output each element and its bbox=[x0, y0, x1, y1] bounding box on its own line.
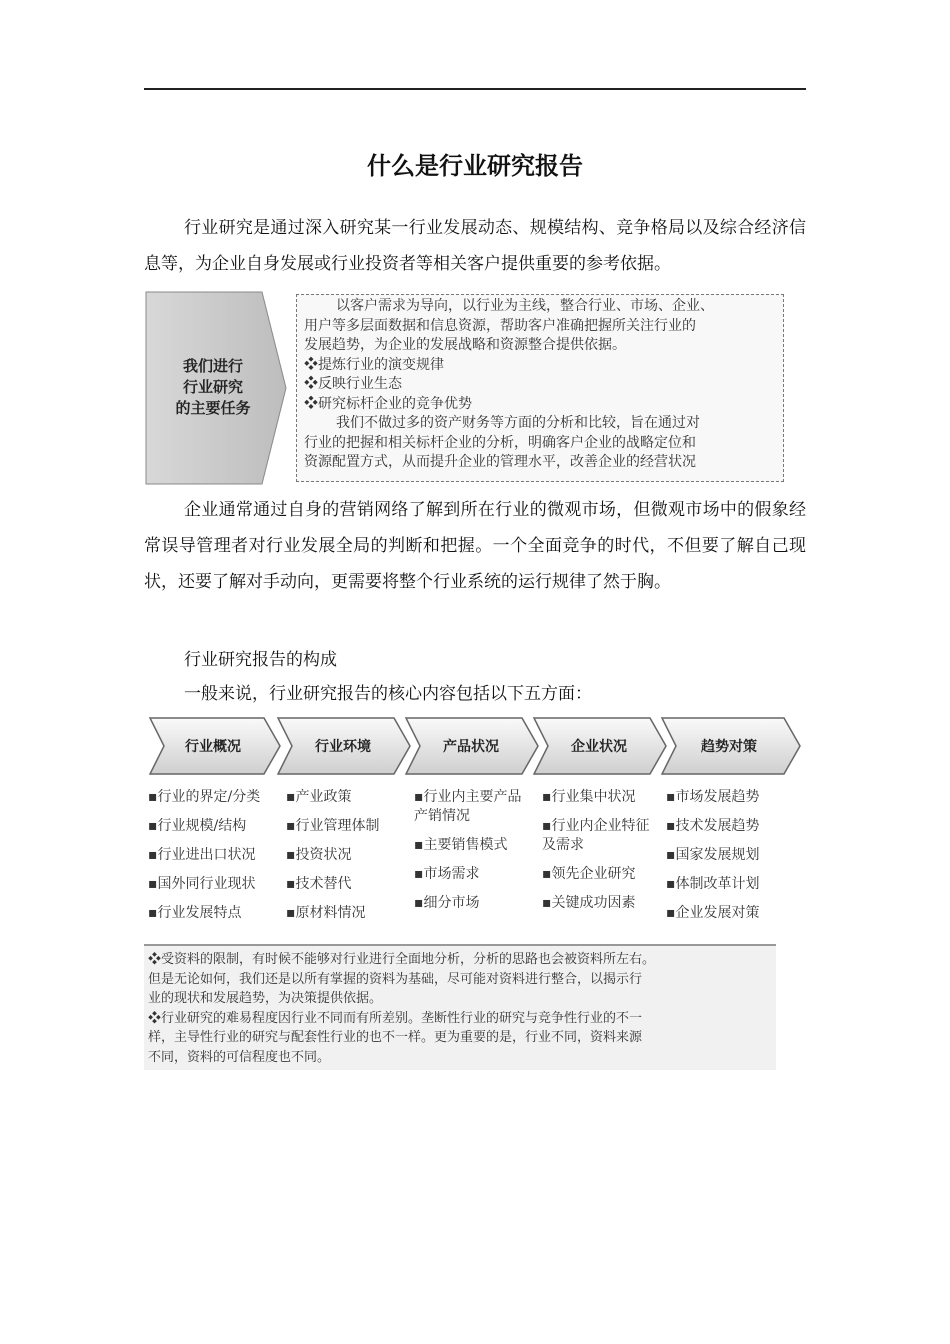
list-item: ▪投资状况 bbox=[286, 847, 352, 863]
research-tasks-figure bbox=[144, 288, 788, 488]
note-line: 不同，资料的可信程度也不同。 bbox=[148, 1049, 331, 1065]
chevron-label: 趋势对策 bbox=[701, 739, 757, 755]
list-item: ▪产业政策 bbox=[286, 789, 352, 805]
list-item: ▪细分市场 bbox=[414, 895, 480, 911]
chevron-label: 产品状况 bbox=[443, 739, 499, 755]
five-aspects-intro: 一般来说，行业研究报告的核心内容包括以下五方面： bbox=[184, 684, 592, 704]
report-structure-figure bbox=[144, 712, 806, 1072]
tasks-line: 我们不做过多的资产财务等方面的分析和比较，旨在通过对 bbox=[336, 415, 700, 431]
tasks-line: 行业的把握和相关标杆企业的分析，明确客户企业的战略定位和 bbox=[304, 434, 696, 451]
list-item: ▪关键成功因素 bbox=[542, 895, 636, 911]
column-environment bbox=[286, 788, 408, 933]
market-paragraph: 企业通常通过自身的营销网络了解到所在行业的微观市场，但微观市场中的假象经常误导管理者对行业发展全局的判断和把握。一个全面竞争的时代，不但要了解自己现状，还要了解对手动向，更需要将整个行业系统的运行规律了然于胸。 bbox=[144, 500, 806, 592]
note-line: 样，主导性行业的研究与配套性行业的也不一样。更为重要的是，行业不同，资料来源 bbox=[148, 1030, 643, 1045]
column-overview bbox=[148, 788, 284, 933]
list-item: ▪行业管理体制 bbox=[286, 818, 380, 834]
list-item: ▪主要销售模式 bbox=[414, 837, 508, 853]
tasks-label bbox=[158, 356, 268, 419]
intro-paragraph: 行业研究是通过深入研究某一行业发展动态、规模结构、竞争格局以及综合经济信息等，为企业自身发展或行业投资者等相关客户提供重要的参考依据。 bbox=[144, 218, 806, 274]
list-item: ▪领先企业研究 bbox=[542, 866, 636, 882]
list-item: ▪技术替代 bbox=[286, 876, 352, 892]
list-item: ▪市场发展趋势 bbox=[666, 789, 760, 805]
list-item: ▪体制改革计划 bbox=[666, 876, 760, 892]
tasks-bullet: ❖提炼行业的演变规律 bbox=[304, 356, 444, 373]
list-item: ▪国家发展规划 bbox=[666, 847, 760, 863]
list-item: ▪行业的界定/分类 bbox=[148, 789, 261, 805]
list-item: ▪行业集中状况 bbox=[542, 789, 636, 805]
chevron-label: 行业概况 bbox=[185, 739, 241, 755]
column-products bbox=[414, 788, 528, 923]
tasks-text bbox=[304, 297, 778, 473]
tasks-label-line: 行业研究 bbox=[182, 378, 243, 396]
tasks-line: 用户等多层面数据和信息资源，帮助客户准确把握所关注行业的 bbox=[304, 317, 696, 334]
list-item: ▪原材料情况 bbox=[286, 905, 366, 921]
note-line: ❖行业研究的难易程度因行业不同而有所差别。垄断性行业的研究与竞争性行业的不一 bbox=[148, 1010, 643, 1026]
list-item: ▪行业规模/结构 bbox=[148, 818, 247, 834]
column-trends bbox=[666, 788, 802, 933]
header-rule bbox=[144, 88, 806, 90]
list-item: ▪行业内企业特征及需求 bbox=[542, 818, 650, 853]
composition-heading: 行业研究报告的构成 bbox=[184, 650, 337, 670]
tasks-label-line: 的主要任务 bbox=[175, 399, 251, 417]
note-line: 但是无论如何，我们还是以所有掌握的资料为基础，尽可能对资料进行整合，以揭示行 bbox=[148, 971, 643, 987]
tasks-bullet: ❖研究标杆企业的竞争优势 bbox=[304, 395, 472, 412]
list-item: ▪企业发展对策 bbox=[666, 905, 760, 921]
chevron-label: 企业状况 bbox=[571, 739, 627, 755]
list-item: ▪市场需求 bbox=[414, 866, 480, 882]
tasks-line: 发展趋势，为企业的发展战略和资源整合提供依据。 bbox=[304, 337, 626, 353]
notes-text bbox=[148, 950, 774, 1067]
list-item: ▪行业发展特点 bbox=[148, 905, 242, 921]
list-item: ▪国外同行业现状 bbox=[148, 876, 256, 892]
column-enterprises bbox=[542, 788, 658, 923]
tasks-bullet: ❖反映行业生态 bbox=[304, 376, 402, 392]
chevron-label: 行业环境 bbox=[315, 739, 371, 755]
tasks-label-line: 我们进行 bbox=[182, 357, 243, 375]
list-item: ▪行业内主要产品产销情况 bbox=[414, 789, 522, 824]
list-item: ▪行业进出口状况 bbox=[148, 847, 256, 863]
note-line: ❖受资料的限制，有时候不能够对行业进行全面地分析，分析的思路也会被资料所左右。 bbox=[148, 952, 656, 967]
tasks-line: 资源配置方式，从而提升企业的管理水平，改善企业的经营状况 bbox=[304, 454, 696, 470]
page-title: 什么是行业研究报告 bbox=[367, 152, 583, 180]
note-line: 业的现状和发展趋势，为决策提供依据。 bbox=[148, 991, 383, 1006]
tasks-line: 以客户需求为导向，以行业为主线，整合行业、市场、企业、 bbox=[336, 298, 714, 314]
list-item: ▪技术发展趋势 bbox=[666, 818, 760, 834]
